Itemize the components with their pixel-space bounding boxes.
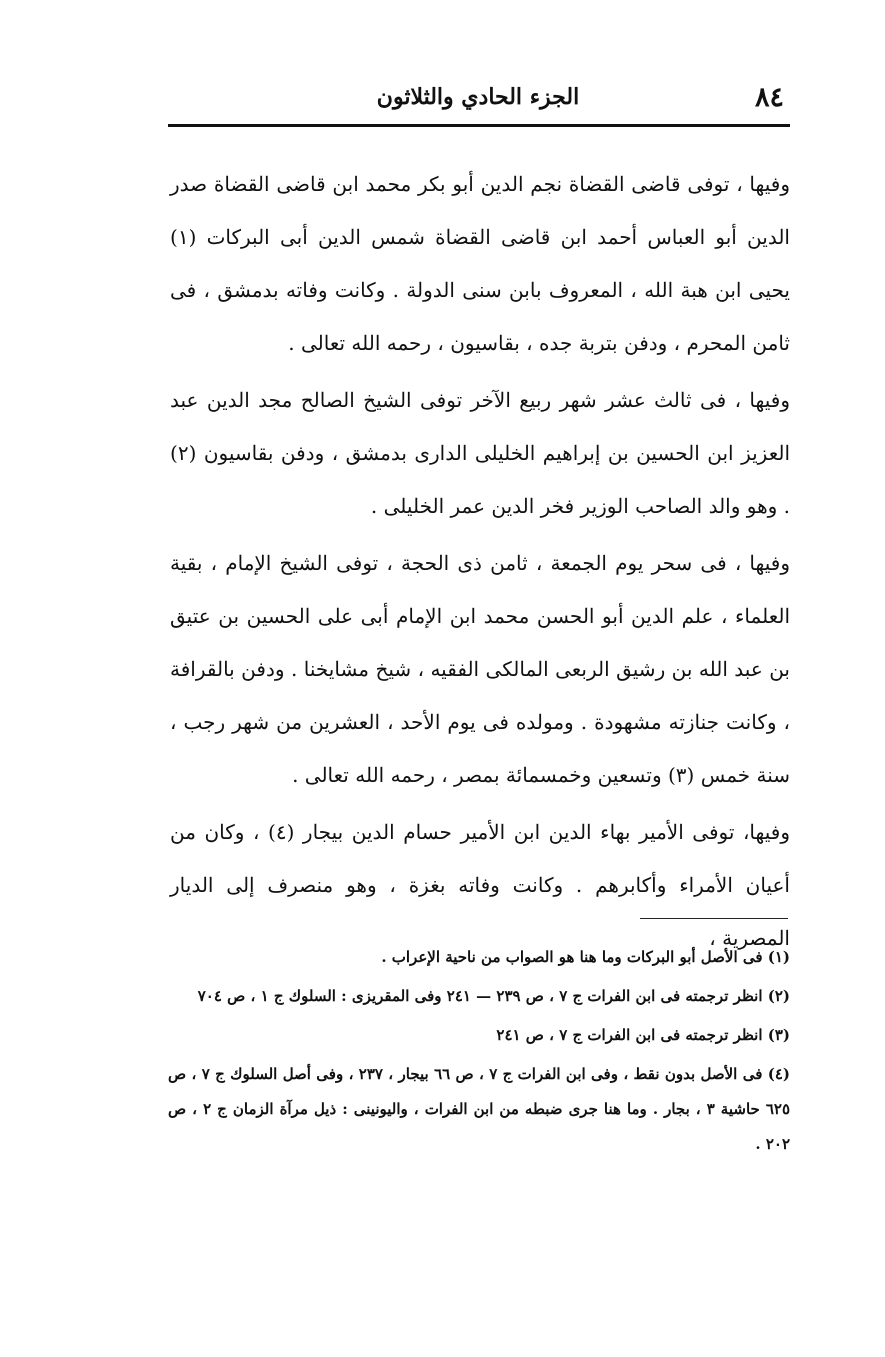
paragraph: وفيها، توفى الأمير بهاء الدين ابن الأمير حسام الدين بيجار (٤) ، وكان من أعيان الأمراء وأكابرهم . وكانت وفاته بغزة ، وهو منصرف إلى الديار المصرية ، [170,820,790,950]
footnote: (٢) انظر ترجمته فى ابن الفرات ج ٧ ، ص ٢٣٩ — ٢٤١ وفى المقريزى : السلوك ج ١ ، ص ٧٠٤ [197,987,790,1005]
volume-title: الجزء الحادي والثلاثون [376,84,580,110]
paragraph: وفيها ، فى سحر يوم الجمعة ، ثامن ذى الحجة ، توفى الشيخ الإمام ، بقية العلماء ، علم الدين أبو الحسن محمد ابن الإمام أبى على الحسين بن عتيق بن عبد الله بن رشيق الربعى المالكى الفقيه ، شيخ مشايخنا . ودفن بالقرافة ، وكانت جنازته مشهودة . ومولده فى يوم الأحد ، العشرين من شهر رجب ، سنة خمس (٣) وتسعين وخمسمائة بمصر ، رحمه الله تعالى . [170,551,790,787]
footnote: (٣) انظر ترجمته فى ابن الفرات ج ٧ ، ص ٢٤١ [496,1026,790,1044]
main-text [170,158,790,965]
paragraph: وفيها ، فى ثالث عشر شهر ربيع الآخر توفى الشيخ الصالح مجد الدين عبد العزيز ابن الحسين بن إبراهيم الخليلى الدارى بدمشق ، ودفن بقاسيون (٢) . وهو والد الصاحب الوزير فخر الدين عمر الخليلى . [170,388,791,518]
footnote: (٤) فى الأصل بدون نقط ، وفى ابن الفرات ج ٧ ، ص ٦٦ بيجار ، ٢٣٧ ، وفى أصل السلوك ج ٧ ، ص ٦٢٥ حاشية ٣ ، بجار . وما هنا جرى ضبطه من ابن الفرات ، واليونينى : ذيل مرآة الزمان ج ٢ ، ص ٢٠٢ . [168,1065,790,1153]
footnote-separator [640,918,788,919]
footnotes [168,940,790,1166]
paragraph: وفيها ، توفى قاضى القضاة نجم الدين أبو بكر محمد ابن قاضى القضاة صدر الدين أبو العباس أحمد ابن قاضى القضاة شمس الدين أبى البركات (١) يحيى ابن هبة الله ، المعروف بابن سنى الدولة . وكانت وفاته بدمشق ، فى ثامن المحرم ، ودفن بتربة جده ، بقاسيون ، رحمه الله تعالى . [170,172,790,355]
page-number: ٨٤ [754,82,784,113]
running-head [168,78,788,118]
header-rule [168,124,790,127]
footnote: (١) فى الأصل أبو البركات وما هنا هو الصواب من ناحية الإعراب . [381,948,790,966]
